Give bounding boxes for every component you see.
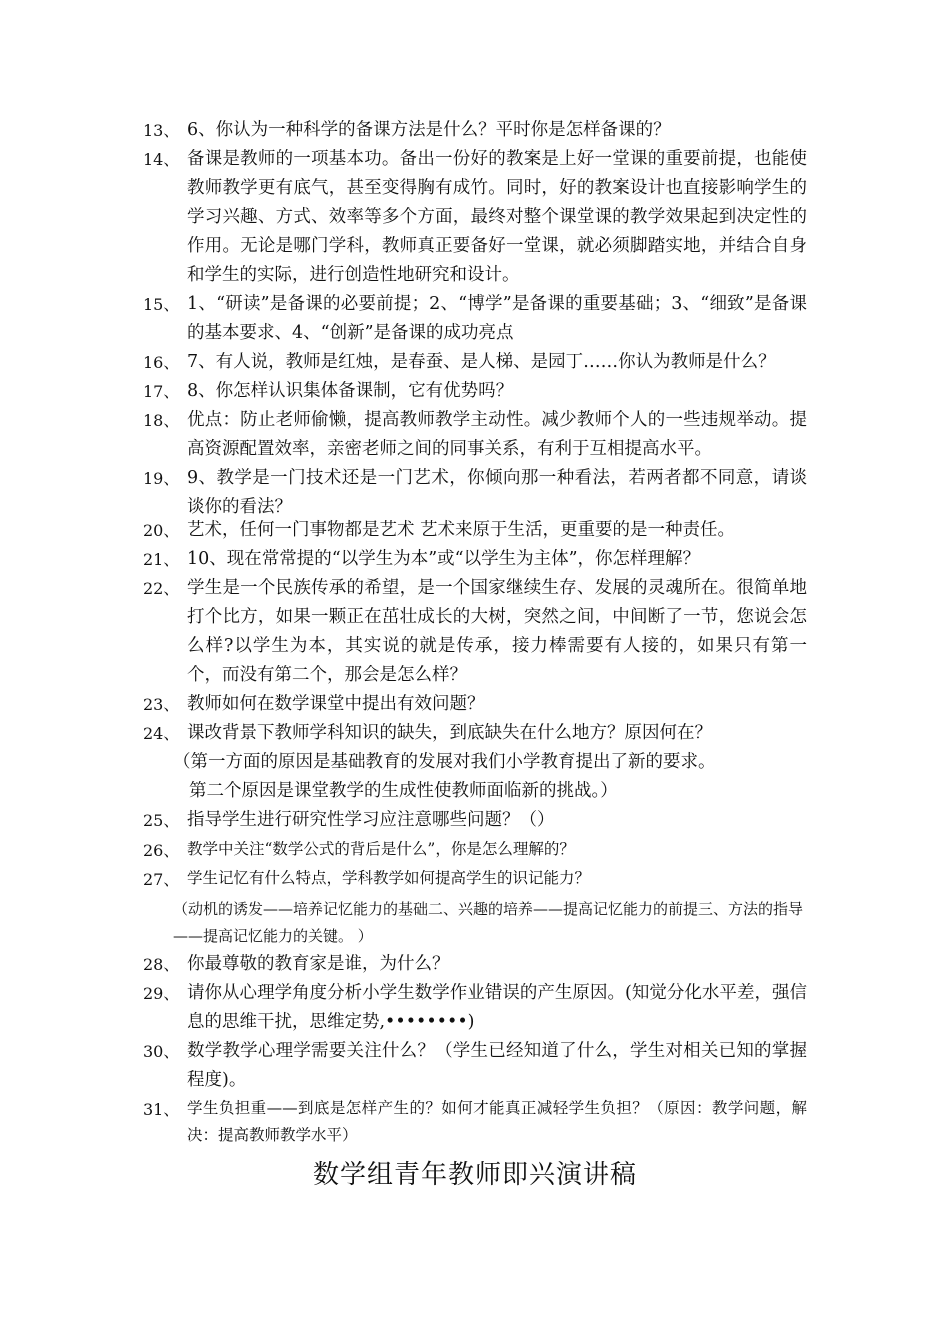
item-number: 15、 (143, 295, 180, 314)
item-number: 20、 (143, 521, 180, 540)
item-text: 课改背景下教师学科知识的缺失，到底缺失在什么地方？原因何在？ (187, 723, 712, 743)
item-text: 6、你认为一种科学的备课方法是什么？平时你是怎样备课的？ (187, 120, 671, 140)
item-number: 25、 (143, 811, 180, 830)
item-text: 9、教学是一门技术还是一门艺术，你倾向那一种看法，若两者都不同意，请谈谈你的看法？ (187, 468, 807, 517)
item-text: 你最尊敬的教育家是谁，为什么？ (187, 954, 450, 974)
item-number: 29、 (143, 984, 180, 1003)
item-text: 教学中关注“数学公式的背后是什么”，你是怎么理解的？ (187, 840, 575, 858)
item-text: 7、有人说，教师是红烛，是春蚕、是人梯、是园丁……你认为教师是什么？ (187, 352, 776, 372)
item-text: 8、你怎样认识集体备课制，它有优势吗？ (187, 381, 514, 401)
item-number: 26、 (143, 841, 180, 860)
item-number: 30、 (143, 1042, 180, 1061)
item-text: 备课是教师的一项基本功。备出一份好的教案是上好一堂课的重要前提，也能使教师教学更有底气，甚至变得胸有成竹。同时，好的教案设计也直接影响学生的学习兴趣、方式、效率等多个方面，最终对整个课堂课的教学效果起到决定性的作用。无论是哪门学科，教师真正要备好一堂课，就必须脚踏实地，并结合自身和学生的实际，进行创造性地研究和设计。 (187, 149, 807, 285)
note-line: 第二个原因是课堂教学的生成性使教师面临新的挑战。） (189, 781, 618, 801)
item-number: 21、 (143, 550, 180, 569)
item-text: 请你从心理学角度分析小学生数学作业错误的产生原因。(知觉分化水平差，强信息的思维干扰，思维定势,••••••••) (187, 983, 807, 1032)
item-text: 学生是一个民族传承的希望，是一个国家继续生存、发展的灵魂所在。很简单地打个比方，如果一颗正在茁壮成长的大树，突然之间，中间断了一节，您说会怎么样?以学生为本，其实说的就是传承，接力棒需要有人接的，如果只有第一个，而没有第二个，那会是怎么样？ (187, 578, 807, 685)
item-text: 指导学生进行研究性学习应注意哪些问题？（） (187, 810, 555, 830)
item-number: 13、 (143, 121, 180, 140)
item-number: 17、 (143, 382, 180, 401)
note-paragraph: （动机的诱发——培养记忆能力的基础二、兴趣的培养——提高记忆能力的前提三、方法的指导——提高记忆能力的关键。 ） (173, 900, 804, 945)
item-text: 教师如何在数学课堂中提出有效问题？ (187, 694, 485, 714)
item-number: 22、 (143, 579, 180, 598)
item-number: 23、 (143, 695, 180, 714)
item-text: 1、“研读”是备课的必要前提；2、“博学”是备课的重要基础；3、“细致”是备课的基本要求、4、“创新”是备课的成功亮点 (187, 294, 807, 343)
item-number: 24、 (143, 724, 180, 743)
item-text: 艺术，任何一门事物都是艺术 艺术来原于生活，更重要的是一种责任。 (187, 520, 736, 540)
item-number: 19、 (143, 469, 180, 488)
item-number: 14、 (143, 150, 180, 169)
item-text: 学生负担重——到底是怎样产生的？如何才能真正减轻学生负担？（原因：教学问题，解决：提高教师教学水平） (187, 1099, 807, 1144)
item-number: 28、 (143, 955, 180, 974)
section-heading: 数学组青年教师即兴演讲稿 (312, 1160, 637, 1190)
item-number: 31、 (143, 1100, 180, 1119)
item-number: 16、 (143, 353, 180, 372)
item-text: 学生记忆有什么特点，学科教学如何提高学生的识记能力？ (187, 869, 591, 887)
item-text: 数学教学心理学需要关注什么？（学生已经知道了什么，学生对相关已知的掌握程度)。 (187, 1041, 807, 1090)
item-text: 优点：防止老师偷懒，提高教师教学主动性。减少教师个人的一些违规举动。提高资源配置效率，亲密老师之间的同事关系，有利于互相提高水平。 (187, 410, 807, 459)
item-number: 27、 (143, 870, 180, 889)
note-line: （第一方面的原因是基础教育的发展对我们小学教育提出了新的要求。 (173, 752, 716, 772)
item-text: 10、现在常常提的“以学生为本”或“以学生为主体”，你怎样理解？ (187, 549, 701, 569)
item-number: 18、 (143, 411, 180, 430)
